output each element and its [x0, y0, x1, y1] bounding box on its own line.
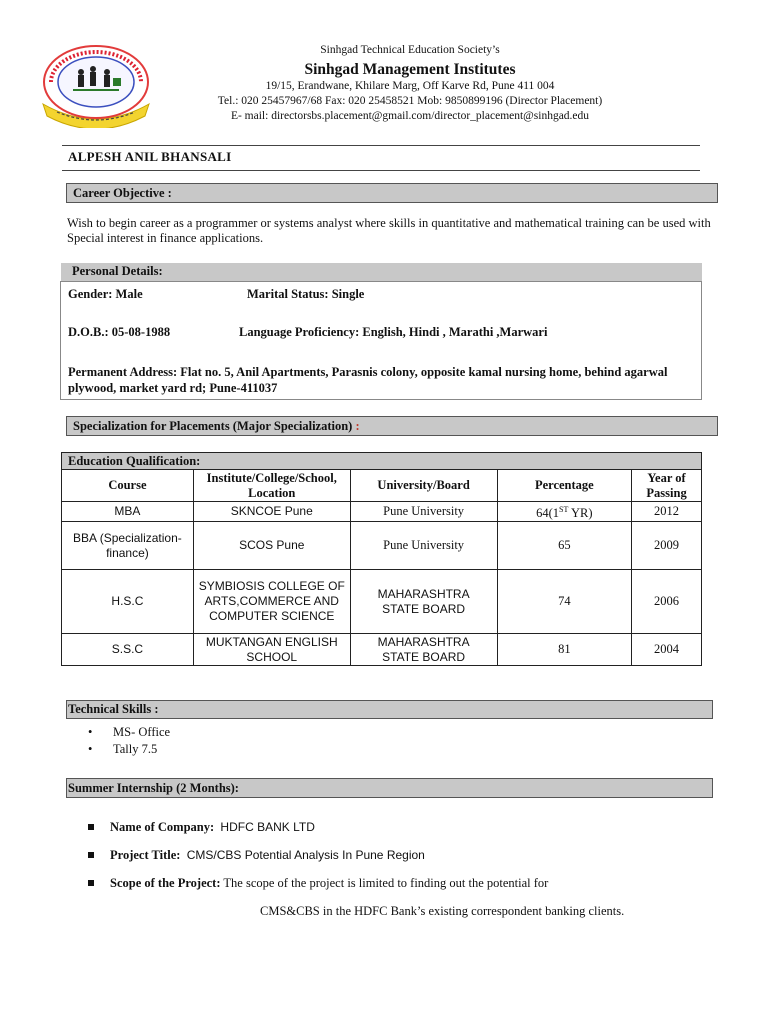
column-header: Institute/College/School, Location: [193, 470, 350, 502]
permanent-address: Permanent Address: Flat no. 5, Anil Apartments, Parasnis colony, opposite kamal nursing home, behind agarwal plywood, market yard rd; Pune-411037: [68, 365, 668, 395]
course-cell: H.S.C: [62, 570, 194, 634]
list-item: [88, 848, 425, 863]
course-cell: S.S.C: [62, 634, 194, 666]
career-objective-text: Wish to begin career as a programmer or systems analyst where skills in quantitative and mathematical training can be used with Special interest in finance applications.: [67, 216, 711, 245]
square-bullet-icon: [88, 852, 94, 858]
board-cell: Pune University: [350, 502, 497, 522]
square-bullet-icon: [88, 880, 94, 886]
institute-email: E- mail: directorsbs.placement@gmail.com/director_placement@sinhgad.edu: [230, 110, 590, 122]
education-table: [61, 469, 702, 666]
column-header: Course: [62, 470, 194, 502]
skill-text: MS- Office: [113, 725, 171, 739]
section-heading-internship: [66, 778, 713, 798]
marital-status: Marital Status: Single: [247, 287, 365, 301]
list-item: [88, 741, 170, 758]
heading-text: Specialization for Placements (Major Specialization): [73, 419, 356, 433]
company-label: Name of Company:: [110, 820, 215, 834]
board-cell: MAHARASHTRA STATE BOARD: [350, 570, 497, 634]
divider: [62, 145, 700, 146]
society-name: Sinhgad Technical Education Society’s: [320, 44, 500, 56]
scope-text-line2: CMS&CBS in the HDFC Bank’s existing correspondent banking clients.: [260, 904, 625, 918]
percentage-cell: 81: [497, 634, 632, 666]
heading-text: Personal Details:: [72, 264, 163, 278]
year-cell: 2009: [632, 522, 702, 570]
institute-phone: Tel.: 020 25457967/68 Fax: 020 25458521 Mob: 9850899196 (Director Placement): [217, 95, 603, 107]
section-heading-career-objective: [66, 183, 718, 203]
table-row: [62, 522, 702, 570]
course-cell: BBA (Specialization- finance): [62, 522, 194, 570]
language-proficiency: Language Proficiency: English, Hindi , Marathi ,Marwari: [239, 325, 548, 339]
table-row: [62, 502, 702, 522]
course-cell: MBA: [62, 502, 194, 522]
percentage-tail: YR): [568, 506, 593, 521]
heading-text: Summer Internship (2 Months):: [68, 781, 239, 795]
institute-name: Sinhgad Management Institutes: [304, 61, 516, 78]
institute-cell: SYMBIOSIS COLLEGE OF ARTS,COMMERCE AND COMPUTER SCIENCE: [193, 570, 350, 634]
percentage-cell: 65: [497, 522, 632, 570]
list-item: [88, 876, 548, 891]
scope-text-line1: The scope of the project is limited to finding out the potential for: [223, 876, 549, 890]
board-cell: MAHARASHTRA STATE BOARD: [350, 634, 497, 666]
list-item: [88, 820, 315, 835]
table-row: [62, 570, 702, 634]
bullet-icon: •: [88, 725, 93, 739]
column-header: Year of Passing: [632, 470, 702, 502]
section-heading-personal-details: [61, 263, 702, 281]
heading-text: Education Qualification:: [68, 454, 201, 468]
percentage-superscript: ST: [559, 505, 569, 514]
date-of-birth: D.O.B.: 05-08-1988: [68, 325, 171, 339]
year-cell: 2004: [632, 634, 702, 666]
candidate-name: ALPESH ANIL BHANSALI: [68, 149, 232, 164]
column-header: University/Board: [350, 470, 497, 502]
table-header-row: [62, 470, 702, 502]
year-cell: 2006: [632, 570, 702, 634]
divider: [62, 170, 700, 171]
percentage-cell: 74: [497, 570, 632, 634]
section-heading-education: [61, 452, 702, 470]
list-item: [88, 724, 170, 741]
institute-cell: SCOS Pune: [193, 522, 350, 570]
technical-skills-list: [88, 724, 170, 758]
institute-address: 19/15, Erandwane, Khilare Marg, Off Karve Rd, Pune 411 004: [265, 80, 555, 92]
heading-colon: :: [355, 419, 360, 433]
project-title-label: Project Title:: [110, 848, 181, 862]
personal-details-box: [60, 281, 702, 400]
heading-text: Technical Skills :: [68, 702, 159, 716]
board-cell: Pune University: [350, 522, 497, 570]
company-value: HDFC BANK LTD: [220, 820, 315, 834]
table-row: [62, 634, 702, 666]
institute-cell: SKNCOE Pune: [193, 502, 350, 522]
heading-text: Career Objective :: [73, 186, 172, 200]
institute-logo: [33, 42, 159, 128]
bullet-icon: •: [88, 742, 93, 756]
percentage-cell: [497, 502, 632, 522]
section-heading-specialization: [66, 416, 718, 436]
scope-label: Scope of the Project:: [110, 876, 221, 890]
institute-cell: MUKTANGAN ENGLISH SCHOOL: [193, 634, 350, 666]
project-title-value: CMS/CBS Potential Analysis In Pune Region: [186, 848, 425, 862]
percentage-value: 64(1: [536, 506, 559, 521]
column-header: Percentage: [497, 470, 632, 502]
section-heading-technical-skills: [66, 700, 713, 719]
square-bullet-icon: [88, 824, 94, 830]
skill-text: Tally 7.5: [113, 742, 158, 756]
year-cell: 2012: [632, 502, 702, 522]
gender: Gender: Male: [68, 287, 143, 301]
